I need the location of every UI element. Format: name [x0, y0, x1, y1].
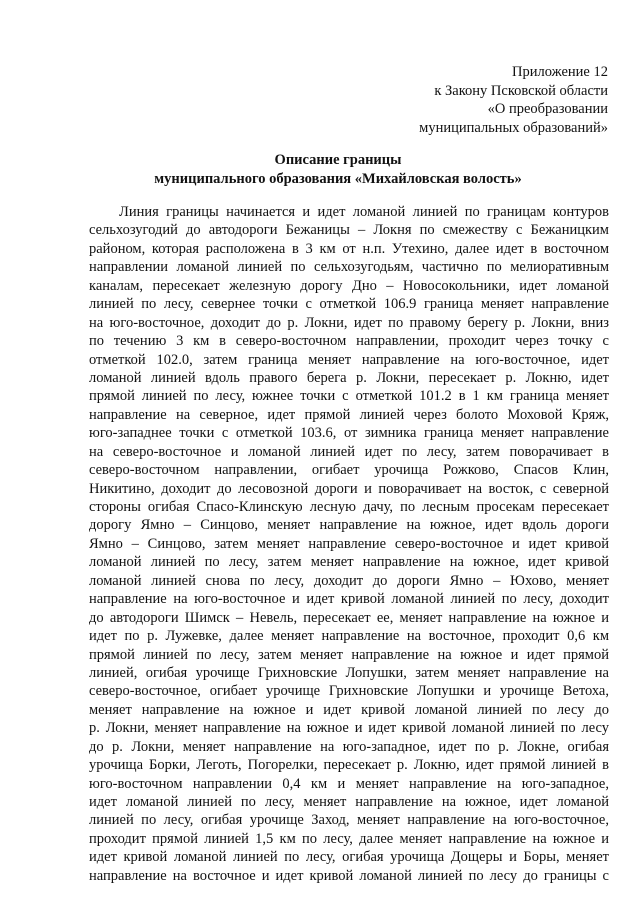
body-line: ломаной линией вдоль правого берега р. Локни, пересекает р. Локню, идет	[89, 369, 609, 386]
appendix-line: к Закону Псковской области	[434, 82, 608, 99]
body-line: направлении ломаной линией по сельхозугодьям, частично по мелиоративным	[89, 259, 609, 276]
body-line: северо-восточное, огибает урочище Грихновские Лопушки и урочище Ветоха,	[89, 683, 609, 700]
body-line: идет кривой ломаной линией по лесу, огибая урочища Дощеры и Боры, меняет	[89, 849, 609, 866]
body-line: ломаной линией снова по лесу, доходит до дороги Ямно – Юхово, меняет	[89, 572, 609, 589]
body-line: идет ломаной линией по лесу, меняет направление на южное, идет ломаной	[89, 794, 609, 810]
appendix-line: «О преобразовании	[487, 101, 608, 117]
body-line: каналам, пересекает железную дорогу Дно – Новосокольники, идет ломаной	[89, 277, 609, 294]
title-line: муниципального образования «Михайловская волость»	[154, 170, 522, 187]
body-line: стороны огибая Спасо-Клинскую лесную дачу, по лесным просекам пересекает	[89, 499, 609, 515]
body-line: на северо-восточное и ломаной линией идет по лесу, затем поворачивает в	[89, 443, 609, 460]
body-line: юго-восточном направлении 0,4 км и меняет направление на юго-западное,	[89, 775, 609, 792]
body-line: Ямно – Синцово, затем меняет направление северо-восточное и идет кривой	[89, 535, 609, 552]
body-line: Никитино, доходит до лесовозной дороги и поворачивает на восток, с северной	[89, 480, 609, 497]
body-line: проходит прямой линией 1,5 км по лесу, далее меняет направление на южное и	[89, 830, 609, 847]
body-line: ломаной линией по лесу, затем меняет направление на южное, идет кривой	[89, 554, 609, 571]
body-line: меняет направление на южное и идет кривой ломаной линией по лесу до	[89, 701, 609, 718]
body-line: дорогу Ямно – Синцово, меняет направление на южное, идет вдоль дороги	[89, 517, 609, 534]
boundary-description	[89, 203, 609, 885]
body-line: до р. Локни, меняет направление на юго-западное, идет по р. Локне, огибая	[89, 738, 609, 755]
body-line: линией, огибая урочище Грихновские Лопушки, затем меняет направление на	[89, 664, 609, 681]
body-line: направление на северное, идет прямой линией через болото Моховой Кряж,	[89, 406, 609, 423]
body-line: на юго-восточное, доходит до р. Локни, идет по правому берегу р. Локни, вниз	[89, 314, 609, 331]
body-line: направление на юго-восточное и идет кривой ломаной линией по лесу, доходит	[89, 591, 609, 608]
appendix-line: Приложение 12	[512, 64, 608, 80]
body-line: Линия границы начинается и идет ломаной линией по границам контуров	[119, 204, 609, 220]
body-line: юго-западнее точки с отметкой 103.6, от зимника граница меняет направление	[89, 425, 609, 442]
body-line: прямой линией по лесу, затем меняет направление на южное и идет прямой	[89, 646, 609, 663]
body-line: линией по лесу, огибая урочище Заход, меняет направление на юго-восточное,	[89, 812, 609, 829]
body-line: до автодороги Шимск – Невель, пересекает ее, меняет направление на южное и	[89, 609, 609, 626]
body-line: сельхозугодий до автодороги Бежаницы – Локня по смежеству с Бежаницким	[89, 222, 609, 239]
body-line: районом, которая расположена в 3 км от н.п. Утехино, далее идет в восточном	[89, 240, 609, 257]
body-line: северо-восточном направлении, огибает урочища Рожково, Спасов Клин,	[89, 462, 609, 479]
title-line: Описание границы	[274, 152, 402, 168]
document-title	[88, 151, 588, 188]
body-line: р. Локни, меняет направление на южное и идет кривой ломаной линией по лесу	[89, 720, 609, 737]
body-line: отметкой 102.0, затем граница меняет направление на юго-восточное, идет	[89, 351, 609, 368]
body-line: прямой линией по лесу, южнее точки с отметкой 101.2 в 1 км граница меняет	[89, 388, 609, 405]
body-line: направление на восточное и идет кривой ломаной линией по лесу до границы с	[89, 867, 609, 884]
body-line: урочища Борки, Леготь, Погорелки, пересекает р. Локню, идет прямой линией в	[89, 757, 609, 774]
body-line: линией по лесу, севернее точки с отметкой 106.9 граница меняет направление	[89, 296, 609, 313]
appendix-header	[419, 63, 608, 137]
body-line: идет по р. Лужевке, далее меняет направление на восточное, проходит 0,6 км	[89, 628, 609, 645]
body-line: по течению 3 км в северо-восточном направлении, проходит через точку с	[89, 333, 609, 350]
appendix-line: муниципальных образований»	[419, 119, 608, 136]
